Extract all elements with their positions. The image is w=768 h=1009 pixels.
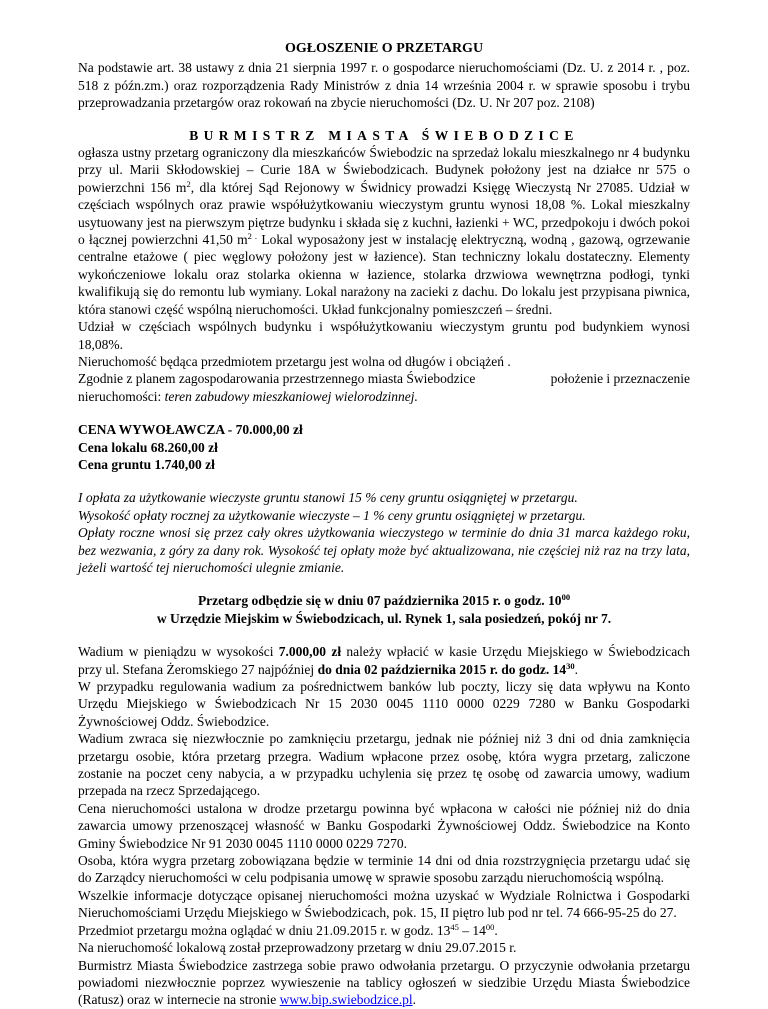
fee-line-3: Opłaty roczne wnosi się przez cały okres użytkowania wieczystego w terminie do dnia 31 marca każdego roku, bez wezwania, z góry za dany rok. Wysokość tej opłaty może być aktualizowana, nie częściej niż raz na trzy lata, jeżeli wartość tej nieruchomości ulegnie zmianie. (78, 525, 690, 575)
property-description (78, 144, 690, 318)
winner-obligation-paragraph: Osoba, która wygra przetarg zobowiązana będzie w terminie 14 dni od dnia rozstrzygnięcia przetargu udać się do Zarządcy nieruchomości w celu podpisania umowę w sprawie sposobu zarządu nieruchomością wspólną. (78, 853, 690, 886)
zoning-line-1 (78, 370, 690, 387)
starting-price: CENA WYWOŁAWCZA - 70.000,00 zł (78, 422, 303, 438)
auction-date-text: Przetarg odbędzie się w dniu 07 października 2015 r. o godz. 10 (197, 593, 562, 609)
deposit-deadline (318, 662, 575, 677)
auction-date-line (78, 592, 690, 609)
viewing-line (78, 922, 690, 939)
share-paragraph: Udział w częściach wspólnych budynku i współużytkowaniu wieczystym gruntu pod budynkiem wynosi 18,08%. (78, 319, 690, 352)
deposit-deadline-superscript: 30 (566, 660, 575, 671)
superscript-m2-second: 2 . (247, 231, 258, 242)
fee-line-2: Wysokość opłaty rocznej za użytkowanie wieczyste – 1 % ceny gruntu osiągniętej w przetargu. (78, 507, 586, 523)
deposit-text-a: Wadium w pieniądzu w wysokości (78, 644, 279, 660)
viewing-text-a: Przedmiot przetargu można oglądać w dniu 21.09.2015 r. w godz. 13 (78, 922, 451, 938)
spacer (78, 576, 690, 592)
description-part-3: Lokal wyposażony jest w instalację elektryczną, wodną , gazową, ogrzewanie centralne etażowe ( piec węglowy położony jest w łazience). Stan techniczny lokalu dostateczny. Elementy wykończeniowe lokalu oraz stolarka okienna w łazience, stolarka drzwiowa wewnętrzna podłogi, tynki kwalifikują się do remontu lub wymiany. Lokal narażony na zacieki z dachu. Do lokalu jest przypisana piwnica, która stanowi część wspólną nieruchomości. Układ funkcjonalny pomieszczeń – średni. (78, 232, 690, 317)
zoning-left-text: Zgodnie z planem zagospodarowania przestrzennego miasta Świebodzice (78, 371, 476, 387)
bank-transfer-paragraph: W przypadku regulowania wadium za pośrednictwem banków lub poczty, liczy się data wpływu na Konto Urzędu Miejskiego w Świebodzicach Nr 15 2030 0045 1110 0000 0229 7280 w Banku Gospodarki Żywnościowej Oddz. Świebodzice. (78, 679, 690, 729)
zoning-line-2 (78, 388, 690, 405)
description-part-1: ogłasza ustny przetarg ograniczony dla mieszkańców Świebodzic na sprzedaż lokalu mieszkalnego nr 4 budynku przy ul. Marii Skłodowskiej – Curie 18A w Świebodzicach. Budynek położony jest na działce nr 575 o powierzchni 156 m (78, 145, 690, 195)
spacer (78, 405, 690, 421)
auction-time-superscript: 00 (561, 592, 571, 603)
viewing-sup-1: 45 (450, 921, 459, 932)
unit-price: Cena lokalu 68.260,00 zł (78, 439, 218, 455)
spacer (78, 627, 690, 643)
deposit-deadline-text: do dnia 02 października 2015 r. do godz. 14 (317, 661, 567, 677)
zoning-designation: teren zabudowy mieszkaniowej wielorodzinnej. (164, 388, 418, 404)
document-title: OGŁOSZENIE O PRZETARGU (284, 41, 484, 56)
zoning-prefix: nieruchomości: (78, 388, 165, 404)
revocation-end: . (412, 992, 417, 1008)
description-part-2: , dla której Sąd Rejonowy w Świdnicy prowadzi Księgę Wieczystą Nr 27085. Udział w częściach wspólnych oraz prawie współużytkowaniu wieczystym gruntu wynosi 18,08 %. Lokal mieszkalny usytuowany jest na pierwszym piętrze budynku i składa się z kuchni, łazienki + WC, przedpokoju i dwóch pokoi o łącznej powierzchni 41,50 m (78, 179, 690, 248)
deposit-paragraph (78, 643, 690, 678)
viewing-sup-2: 00 (485, 921, 495, 932)
deposit-text-b: należy wpłacić w kasie Urzędu Miejskiego w Świebodzicach przy ul. Stefana Żeromskiego 27 najpóźniej (78, 644, 690, 677)
prior-auction-line: Na nieruchomość lokalową został przeprowadzony przetarg w dniu 29.07.2015 r. (78, 940, 517, 956)
legal-basis-paragraph: Na podstawie art. 38 ustawy z dnia 21 sierpnia 1997 r. o gospodarce nieruchomościami (Dz. U. z 2014 r. , poz. 518 z późn.zm.) oraz rozporządzenia Rady Ministrów z dnia 14 września 2004 r. w sprawie sposobu i trybu przeprowadzania przetargów oraz rokowań na zbycie nieruchomości (Dz. U. Nr 207 poz. 2108) (78, 60, 690, 111)
viewing-text-b: – 14 (458, 922, 486, 938)
bip-website-link[interactable]: www.bip.swiebodzice.pl (279, 992, 413, 1008)
deposit-text-c: . (574, 661, 578, 677)
free-of-debts-line: Nieruchomość będąca przedmiotem przetargu jest wolna od długów i obciążeń . (78, 353, 511, 369)
deposit-return-paragraph: Wadium zwraca się niezwłocznie po zamknięciu przetargu, jednak nie później niż 3 dni od dnia zamknięcia przetargu osobie, która przetarg przegra. Wadium wpłacone przez osobę, która wygra przetarg, zaliczone zostanie na poczet ceny nabycia, a w przypadku uchylenia się przez tę osobę od zawarcia umowy, wadium przepada na rzecz Sprzedającego. (78, 731, 690, 799)
payment-paragraph: Cena nieruchomości ustalona w drodze przetargu powinna być wpłacona w całości nie później niż do dnia zawarcia umowy przenoszącej własność w Banku Gospodarki Żywnościowej Oddz. Świebodzice na Konto Gminy Świebodzice Nr 91 2030 0045 1110 0000 0229 7270. (78, 800, 690, 851)
superscript-m2: 2 (186, 178, 191, 189)
deposit-amount: 7.000,00 zł (278, 644, 342, 660)
viewing-text-c: . (494, 922, 498, 938)
land-price: Cena gruntu 1.740,00 zł (78, 456, 215, 472)
revocation-paragraph (78, 957, 690, 1009)
spacer (78, 473, 690, 489)
zoning-right-text: położenie i przeznaczenie (550, 371, 690, 387)
information-paragraph: Wszelkie informacje dotyczące opisanej nieruchomości można uzyskać w Wydziale Rolnictwa i Gospodarki Nieruchomościami Urzędu Miejskiego w Świebodzicach, pok. 15, II piętro lub pod nr tel. 74 666-95-25 do 27. (78, 887, 690, 921)
fee-line-1: I opłata za użytkowanie wieczyste gruntu stanowi 15 % ceny gruntu osiągniętej w przetargu. (78, 490, 578, 506)
issuer-heading: BURMISTRZ MIASTA ŚWIEBODZICE (189, 127, 579, 143)
auction-location-line: w Urzędzie Miejskim w Świebodzicach, ul. Rynek 1, sala posiedzeń, pokój nr 7. (156, 610, 612, 626)
revocation-text: Burmistrz Miasta Świebodzice zastrzega sobie prawo odwołania przetargu. O przyczynie odwołania przetargu powiadomi niezwłocznie poprzez wywieszenie na tablicy ogłoszeń w siedzibie Urzędu Miasta Świebodzice (Ratusz) oraz w internecie na stronie (78, 957, 690, 1008)
